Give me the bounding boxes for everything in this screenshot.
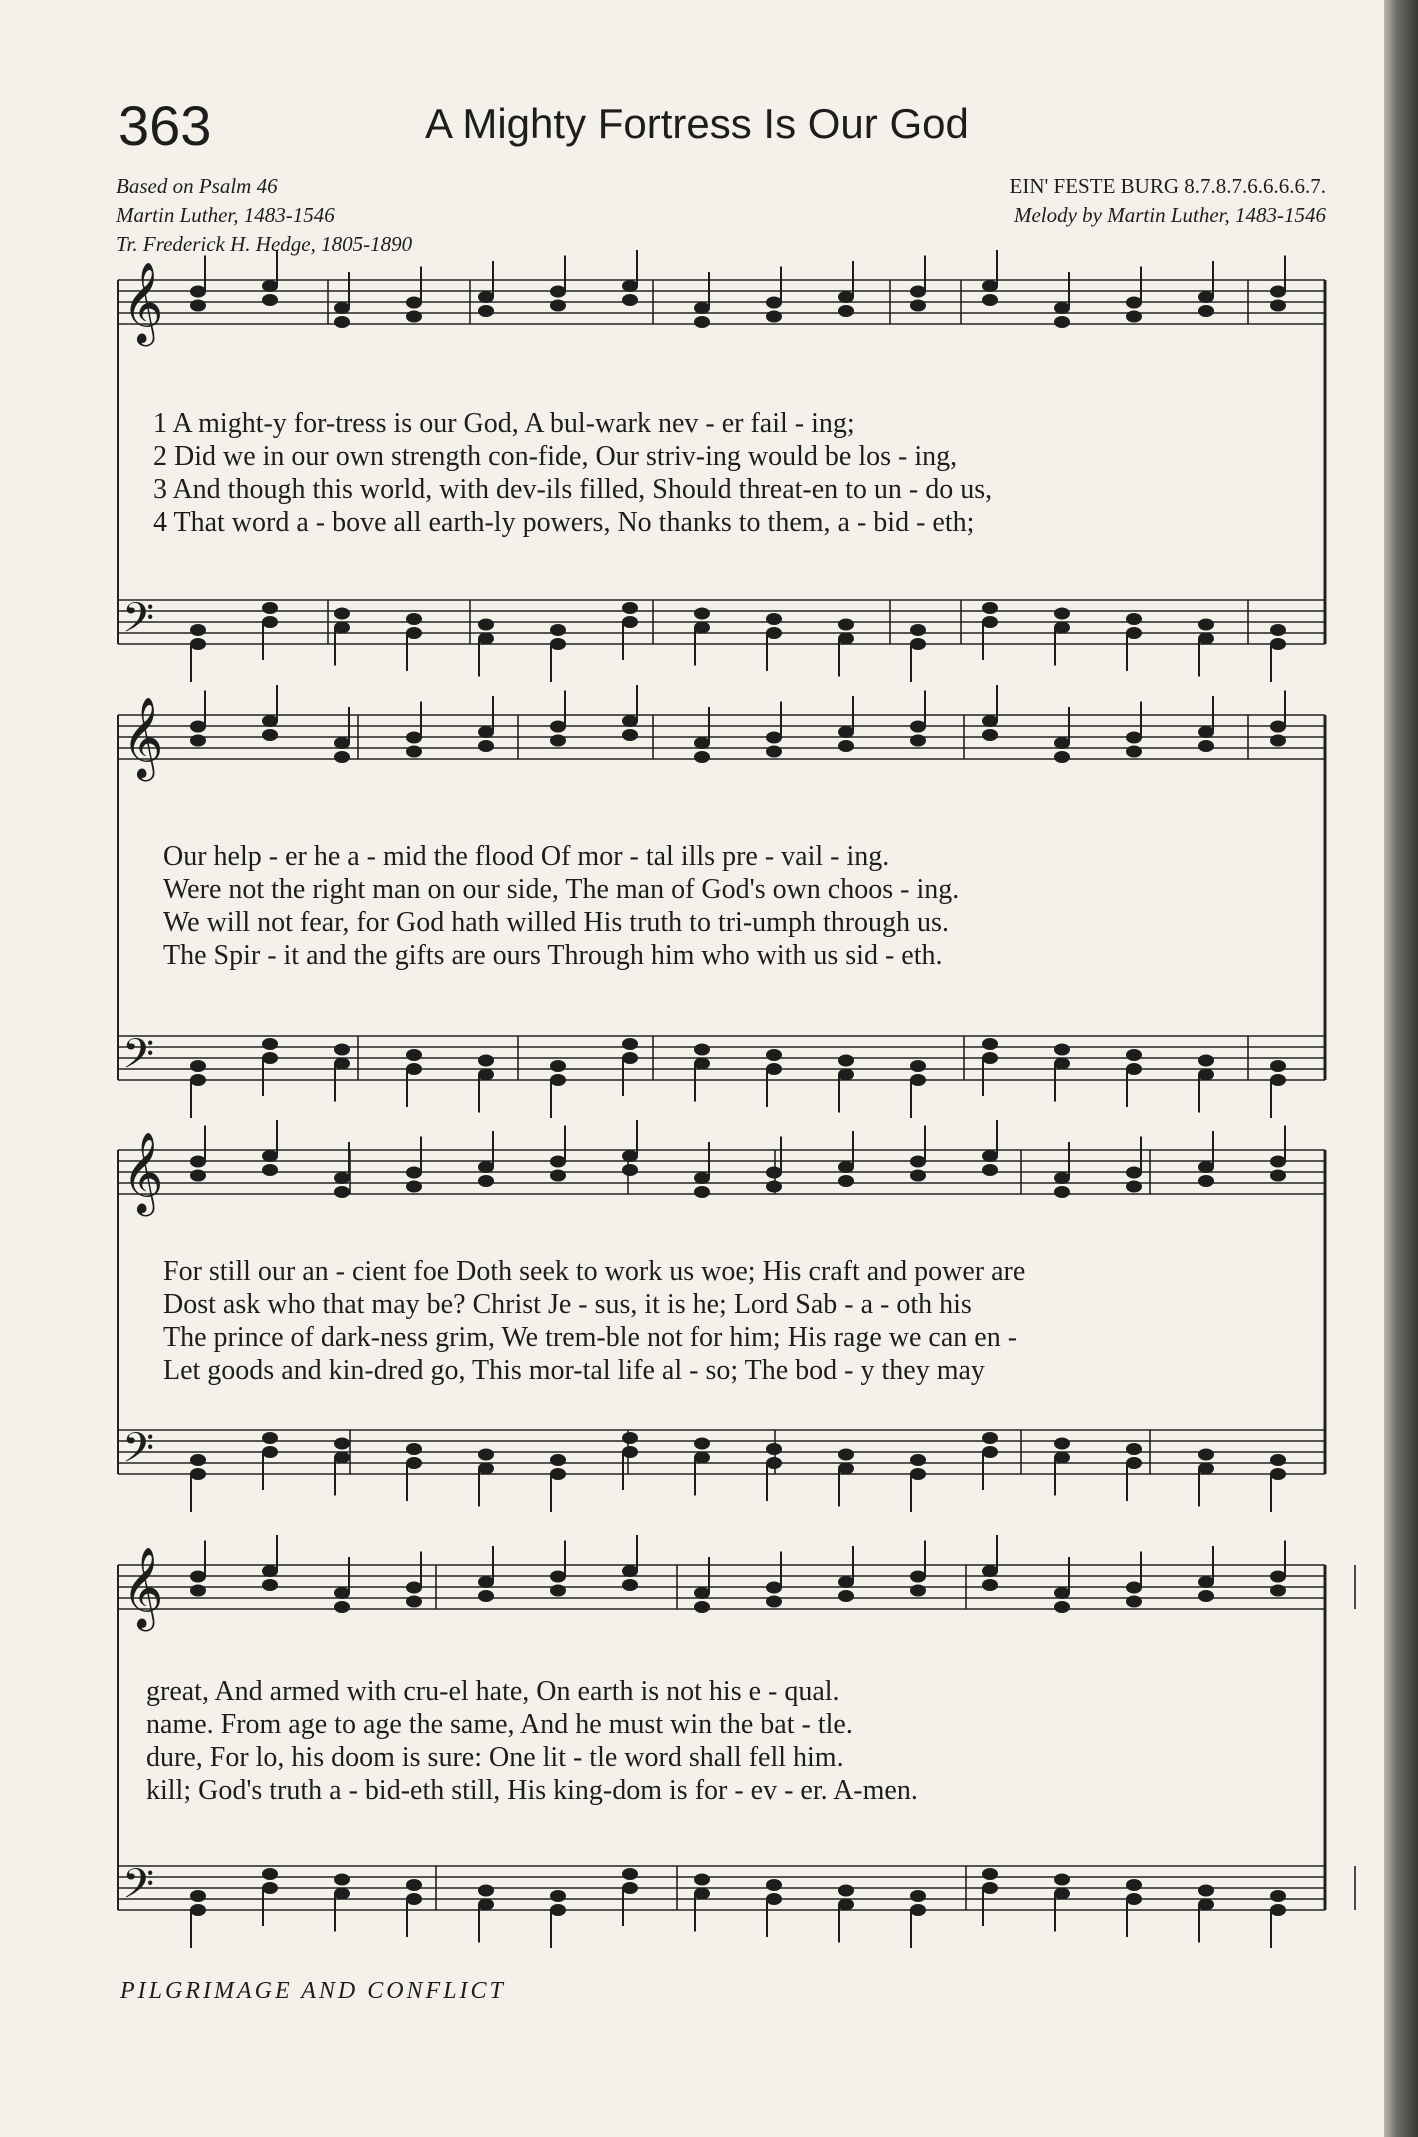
- notehead: [334, 751, 350, 763]
- notehead: [982, 715, 998, 727]
- notehead: [766, 311, 782, 323]
- notehead: [838, 1899, 854, 1911]
- notehead: [766, 1049, 782, 1061]
- notehead: [1270, 1571, 1286, 1583]
- notehead: [262, 1164, 278, 1176]
- notehead: [766, 1596, 782, 1608]
- translator: Tr. Frederick H. Hedge, 1805-1890: [116, 232, 413, 256]
- lyric-line: name. From age to age the same, And he must win the bat - tle.: [146, 1709, 853, 1740]
- bass-clef: 𝄢: [122, 1860, 155, 1918]
- notehead: [478, 633, 494, 645]
- notehead: [766, 746, 782, 758]
- notehead: [1054, 1452, 1070, 1464]
- notehead: [478, 1449, 494, 1461]
- notehead: [694, 302, 710, 314]
- notehead: [406, 1167, 422, 1179]
- notehead: [982, 729, 998, 741]
- notehead: [190, 1454, 206, 1466]
- notehead: [1270, 721, 1286, 733]
- notehead: [766, 1879, 782, 1891]
- notehead: [262, 1150, 278, 1162]
- notehead: [1054, 1058, 1070, 1070]
- notehead: [910, 721, 926, 733]
- notehead: [550, 1170, 566, 1182]
- notehead: [982, 1446, 998, 1458]
- bass-clef: 𝄢: [122, 1030, 155, 1088]
- notehead: [622, 715, 638, 727]
- notehead: [190, 286, 206, 298]
- notehead: [982, 1882, 998, 1894]
- notehead: [982, 1432, 998, 1444]
- notehead: [262, 602, 278, 614]
- notehead: [1126, 1167, 1142, 1179]
- notehead: [478, 1161, 494, 1173]
- notehead: [478, 619, 494, 631]
- notehead: [406, 1457, 422, 1469]
- notehead: [1054, 302, 1070, 314]
- notehead: [1198, 740, 1214, 752]
- notehead: [190, 735, 206, 747]
- notehead: [1198, 1175, 1214, 1187]
- notehead: [478, 305, 494, 317]
- notehead: [190, 1074, 206, 1086]
- notehead: [622, 602, 638, 614]
- notehead: [622, 1150, 638, 1162]
- notehead: [1198, 1055, 1214, 1067]
- notehead: [838, 1449, 854, 1461]
- notehead: [622, 729, 638, 741]
- notehead: [190, 300, 206, 312]
- notehead: [622, 1446, 638, 1458]
- notehead: [982, 616, 998, 628]
- notehead: [622, 1164, 638, 1176]
- notehead: [694, 1888, 710, 1900]
- notehead: [982, 1150, 998, 1162]
- notehead: [694, 1452, 710, 1464]
- notehead: [838, 1590, 854, 1602]
- notehead: [478, 1899, 494, 1911]
- notehead: [622, 1432, 638, 1444]
- notehead: [838, 1463, 854, 1475]
- notehead: [262, 1052, 278, 1064]
- notehead: [334, 1438, 350, 1450]
- notehead: [190, 1156, 206, 1168]
- notehead: [766, 1181, 782, 1193]
- notehead: [910, 1585, 926, 1597]
- notehead: [910, 1890, 926, 1902]
- notehead: [1126, 1181, 1142, 1193]
- notehead: [190, 624, 206, 636]
- scripture-source: Based on Psalm 46: [116, 174, 278, 198]
- notehead: [1198, 633, 1214, 645]
- lyric-line: 1 A might-y for-tress is our God, A bul-wark nev - er fail - ing;: [153, 408, 855, 439]
- notehead: [406, 1443, 422, 1455]
- notehead: [622, 1038, 638, 1050]
- lyric-line: Let goods and kin-dred go, This mor-tal life al - so; The bod - y they may: [163, 1355, 985, 1386]
- notehead: [694, 622, 710, 634]
- notehead: [334, 302, 350, 314]
- notehead: [478, 291, 494, 303]
- notehead: [1270, 1890, 1286, 1902]
- notehead: [1054, 608, 1070, 620]
- notehead: [550, 300, 566, 312]
- notehead: [838, 1161, 854, 1173]
- notehead: [982, 1038, 998, 1050]
- lyric-line: The Spir - it and the gifts are ours Through him who with us sid - eth.: [163, 940, 943, 971]
- notehead: [550, 1074, 566, 1086]
- notehead: [334, 316, 350, 328]
- notehead: [1054, 1186, 1070, 1198]
- lyric-line: 2 Did we in our own strength con-fide, Our striv-ing would be los - ing,: [153, 441, 958, 472]
- notehead: [406, 1893, 422, 1905]
- notehead: [694, 1438, 710, 1450]
- notehead: [406, 297, 422, 309]
- notehead: [1054, 737, 1070, 749]
- notehead: [910, 638, 926, 650]
- notehead: [694, 1587, 710, 1599]
- notehead: [334, 1172, 350, 1184]
- lyric-line: For still our an - cient foe Doth seek to work us woe; His craft and power are: [163, 1256, 1026, 1287]
- notehead: [190, 1468, 206, 1480]
- bass-clef: 𝄢: [122, 1424, 155, 1482]
- notehead: [766, 297, 782, 309]
- notehead: [1198, 1069, 1214, 1081]
- notehead: [550, 1585, 566, 1597]
- notehead: [838, 1175, 854, 1187]
- notehead: [406, 1181, 422, 1193]
- notehead: [550, 721, 566, 733]
- notehead: [406, 1596, 422, 1608]
- notehead: [406, 1879, 422, 1891]
- notehead: [334, 1452, 350, 1464]
- notehead: [478, 1463, 494, 1475]
- melody-credit: Melody by Martin Luther, 1483-1546: [1013, 203, 1326, 227]
- notehead: [1126, 732, 1142, 744]
- notehead: [262, 715, 278, 727]
- notehead: [550, 735, 566, 747]
- notehead: [1270, 1468, 1286, 1480]
- notehead: [766, 613, 782, 625]
- notehead: [766, 1167, 782, 1179]
- notehead: [910, 1571, 926, 1583]
- notehead: [478, 1069, 494, 1081]
- notehead: [1198, 1899, 1214, 1911]
- notehead: [334, 1888, 350, 1900]
- notehead: [910, 735, 926, 747]
- notehead: [406, 1582, 422, 1594]
- tune-name-meter: EIN' FESTE BURG 8.7.8.7.6.6.6.6.7.: [1009, 174, 1326, 198]
- notehead: [982, 294, 998, 306]
- notehead: [766, 1443, 782, 1455]
- lyric-line: Dost ask who that may be? Christ Je - sus, it is he; Lord Sab - a - oth his: [163, 1289, 972, 1320]
- notehead: [766, 1063, 782, 1075]
- notehead: [478, 1590, 494, 1602]
- notehead: [334, 1186, 350, 1198]
- notehead: [1054, 1587, 1070, 1599]
- notehead: [1126, 1063, 1142, 1075]
- notehead: [622, 1052, 638, 1064]
- notehead: [694, 1186, 710, 1198]
- notehead: [262, 1565, 278, 1577]
- notehead: [910, 1170, 926, 1182]
- notehead: [694, 1172, 710, 1184]
- lyric-line: kill; God's truth a - bid-eth still, His king-dom is for - ev - er. A-men.: [146, 1775, 918, 1806]
- notehead: [334, 1587, 350, 1599]
- notehead: [766, 732, 782, 744]
- notehead: [1270, 1156, 1286, 1168]
- notehead: [622, 1565, 638, 1577]
- notehead: [406, 1063, 422, 1075]
- notehead: [694, 1058, 710, 1070]
- notehead: [334, 608, 350, 620]
- notehead: [262, 294, 278, 306]
- notehead: [262, 1446, 278, 1458]
- notehead: [622, 1868, 638, 1880]
- notehead: [1126, 1457, 1142, 1469]
- notehead: [838, 1576, 854, 1588]
- notehead: [1054, 316, 1070, 328]
- notehead: [694, 608, 710, 620]
- notehead: [478, 726, 494, 738]
- notehead: [910, 1156, 926, 1168]
- notehead: [1270, 286, 1286, 298]
- notehead: [478, 1885, 494, 1897]
- notehead: [694, 1601, 710, 1613]
- notehead: [334, 1601, 350, 1613]
- notehead: [766, 1457, 782, 1469]
- notehead: [982, 1868, 998, 1880]
- notehead: [838, 1055, 854, 1067]
- notehead: [1126, 1443, 1142, 1455]
- notehead: [190, 1890, 206, 1902]
- notehead: [1054, 1438, 1070, 1450]
- notehead: [1198, 291, 1214, 303]
- section-footer: PILGRIMAGE AND CONFLICT: [120, 1978, 506, 2004]
- notehead: [262, 1038, 278, 1050]
- notehead: [550, 624, 566, 636]
- notehead: [406, 613, 422, 625]
- notehead: [1126, 1893, 1142, 1905]
- hymn-number: 363: [118, 94, 212, 157]
- notehead: [622, 616, 638, 628]
- lyric-line: We will not fear, for God hath willed His truth to tri-umph through us.: [163, 907, 949, 938]
- notehead: [982, 280, 998, 292]
- notehead: [550, 1904, 566, 1916]
- notehead: [910, 1468, 926, 1480]
- notehead: [694, 751, 710, 763]
- notehead: [982, 1579, 998, 1591]
- notehead: [190, 1060, 206, 1072]
- notehead: [1270, 1585, 1286, 1597]
- lyric-line: The prince of dark-ness grim, We trem-ble not for him; His rage we can en -: [163, 1322, 1018, 1353]
- notehead: [1126, 311, 1142, 323]
- notehead: [550, 1890, 566, 1902]
- notehead: [262, 616, 278, 628]
- text-author: Martin Luther, 1483-1546: [116, 203, 335, 227]
- notehead: [550, 286, 566, 298]
- notehead: [910, 1904, 926, 1916]
- notehead: [406, 746, 422, 758]
- notehead: [1054, 1888, 1070, 1900]
- notehead: [982, 1052, 998, 1064]
- notehead: [478, 1055, 494, 1067]
- notehead: [982, 602, 998, 614]
- notehead: [1270, 1904, 1286, 1916]
- notehead: [550, 1060, 566, 1072]
- notehead: [838, 1885, 854, 1897]
- notehead: [1270, 300, 1286, 312]
- notehead: [262, 1882, 278, 1894]
- notehead: [406, 311, 422, 323]
- notehead: [838, 305, 854, 317]
- notehead: [838, 726, 854, 738]
- notehead: [550, 1454, 566, 1466]
- notehead: [550, 1156, 566, 1168]
- notehead: [1126, 746, 1142, 758]
- notehead: [910, 286, 926, 298]
- notehead: [478, 1175, 494, 1187]
- notehead: [766, 627, 782, 639]
- lyric-line: 4 That word a - bove all earth-ly powers, No thanks to them, a - bid - eth;: [153, 507, 975, 538]
- notehead: [262, 1868, 278, 1880]
- notehead: [1054, 1044, 1070, 1056]
- notehead: [694, 1044, 710, 1056]
- notehead: [910, 300, 926, 312]
- notehead: [1270, 624, 1286, 636]
- notehead: [838, 633, 854, 645]
- notehead: [406, 1049, 422, 1061]
- notehead: [262, 1432, 278, 1444]
- notehead: [1198, 305, 1214, 317]
- notehead: [1198, 1161, 1214, 1173]
- lyric-line: dure, For lo, his doom is sure: One lit - tle word shall fell him.: [146, 1742, 844, 1773]
- notehead: [190, 1585, 206, 1597]
- notehead: [262, 280, 278, 292]
- notehead: [1126, 1596, 1142, 1608]
- notehead: [1126, 1879, 1142, 1891]
- notehead: [1126, 1049, 1142, 1061]
- notehead: [1198, 1590, 1214, 1602]
- notehead: [1126, 1582, 1142, 1594]
- notehead: [622, 280, 638, 292]
- notehead: [1198, 1885, 1214, 1897]
- notehead: [1126, 297, 1142, 309]
- notehead: [910, 1074, 926, 1086]
- notehead: [1198, 1576, 1214, 1588]
- notehead: [838, 619, 854, 631]
- notehead: [910, 624, 926, 636]
- notehead: [1054, 1172, 1070, 1184]
- treble-clef: 𝄞: [122, 261, 164, 343]
- treble-clef: 𝄞: [122, 1131, 164, 1213]
- bass-clef: 𝄢: [122, 594, 155, 652]
- notehead: [622, 294, 638, 306]
- notehead: [1270, 1074, 1286, 1086]
- notehead: [1126, 627, 1142, 639]
- notehead: [766, 1582, 782, 1594]
- notehead: [982, 1565, 998, 1577]
- notehead: [838, 1069, 854, 1081]
- notehead: [334, 1874, 350, 1886]
- notehead: [478, 1576, 494, 1588]
- notehead: [622, 1882, 638, 1894]
- notehead: [1198, 726, 1214, 738]
- notehead: [478, 740, 494, 752]
- notehead: [910, 1454, 926, 1466]
- hymn-title: A Mighty Fortress Is Our God: [425, 100, 969, 147]
- notehead: [190, 1904, 206, 1916]
- lyric-line: 3 And though this world, with dev-ils filled, Should threat-en to un - do us,: [153, 474, 993, 505]
- notehead: [262, 729, 278, 741]
- notehead: [622, 1579, 638, 1591]
- notehead: [550, 638, 566, 650]
- notehead: [694, 316, 710, 328]
- notehead: [334, 1058, 350, 1070]
- notehead: [838, 740, 854, 752]
- treble-clef: 𝄞: [122, 1546, 164, 1628]
- notehead: [982, 1164, 998, 1176]
- notehead: [334, 1044, 350, 1056]
- lyric-line: Our help - er he a - mid the flood Of mor - tal ills pre - vail - ing.: [163, 841, 890, 872]
- notehead: [838, 291, 854, 303]
- lyric-line: great, And armed with cru-el hate, On earth is not his e - qual.: [146, 1676, 840, 1707]
- notehead: [694, 1874, 710, 1886]
- notehead: [550, 1571, 566, 1583]
- notehead: [1270, 735, 1286, 747]
- notehead: [1198, 1463, 1214, 1475]
- notehead: [1198, 1449, 1214, 1461]
- notehead: [334, 737, 350, 749]
- notehead: [1270, 1454, 1286, 1466]
- lyric-line: Were not the right man on our side, The man of God's own choos - ing.: [163, 874, 960, 905]
- notehead: [1054, 1874, 1070, 1886]
- notehead: [1270, 638, 1286, 650]
- notehead: [190, 1571, 206, 1583]
- notehead: [1054, 751, 1070, 763]
- notehead: [1126, 613, 1142, 625]
- notehead: [190, 638, 206, 650]
- notehead: [406, 627, 422, 639]
- notehead: [766, 1893, 782, 1905]
- notehead: [1198, 619, 1214, 631]
- notehead: [190, 1170, 206, 1182]
- notehead: [190, 721, 206, 733]
- treble-clef: 𝄞: [122, 696, 164, 778]
- notehead: [910, 1060, 926, 1072]
- notehead: [550, 1468, 566, 1480]
- notehead: [334, 622, 350, 634]
- notehead: [1270, 1060, 1286, 1072]
- notehead: [262, 1579, 278, 1591]
- notehead: [694, 737, 710, 749]
- notehead: [1054, 1601, 1070, 1613]
- notehead: [1054, 622, 1070, 634]
- notehead: [406, 732, 422, 744]
- notehead: [1270, 1170, 1286, 1182]
